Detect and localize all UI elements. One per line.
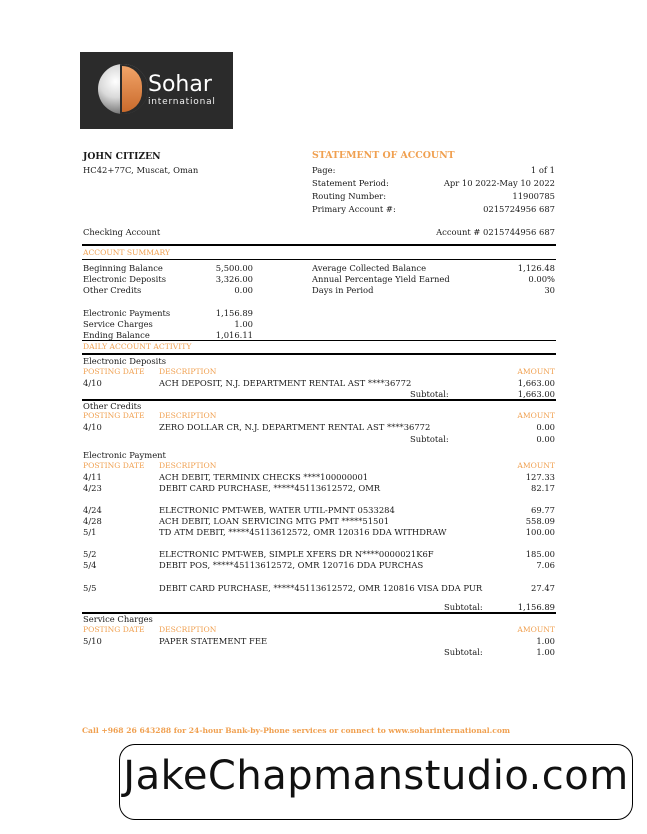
summary-value: 0.00% [528, 274, 555, 284]
row-date: 4/28 [83, 516, 102, 526]
row-date: 5/10 [83, 636, 102, 646]
row-description: DEBIT POS, *****45113612572, OMR 120716 DDA PURCHAS [159, 560, 424, 570]
row-date: 5/5 [83, 583, 97, 593]
brand-subtitle: international [148, 97, 216, 107]
row-amount: 127.33 [525, 472, 555, 482]
row-date: 4/10 [83, 378, 102, 388]
footer-contact: Call +968 26 643288 for 24-hour Bank-by-Phone services or connect to www.soharinternational.com [82, 726, 511, 735]
row-amount: 185.00 [525, 549, 555, 559]
row-description: DEBIT CARD PURCHASE, *****45113612572, OMR 120816 VISA DDA PUR [159, 583, 483, 593]
divider [82, 399, 556, 401]
row-amount: 27.47 [531, 583, 555, 593]
summary-value: 0.00 [234, 285, 253, 295]
summary-value: 1,016.11 [215, 330, 253, 340]
row-amount: 82.17 [531, 483, 555, 493]
daily-activity-title: DAILY ACCOUNT ACTIVITY [83, 342, 192, 351]
row-description: PAPER STATEMENT FEE [159, 636, 268, 646]
summary-label: Annual Percentage Yield Earned [312, 274, 450, 284]
section-title-electronic-deposits: Electronic Deposits [83, 356, 166, 366]
row-description: ZERO DOLLAR CR, N.J. DEPARTMENT RENTAL AST ****36772 [159, 422, 431, 432]
header-amount: AMOUNT [517, 411, 555, 420]
stmt-label-primary: Primary Account #: [312, 204, 396, 214]
section-title-other-credits: Other Credits [83, 401, 142, 411]
account-summary-title: ACCOUNT SUMMARY [83, 248, 170, 257]
summary-label: Electronic Deposits [83, 274, 166, 284]
header-posting-date: POSTING DATE [83, 411, 145, 420]
row-amount: 69.77 [531, 505, 555, 515]
bank-logo [80, 52, 233, 129]
row-date: 4/24 [83, 505, 102, 515]
stmt-label-period: Statement Period: [312, 178, 389, 188]
row-date: 5/1 [83, 527, 97, 537]
header-description: DESCRIPTION [159, 411, 217, 420]
header-posting-date: POSTING DATE [83, 625, 145, 634]
stmt-value-primary: 0215724956 687 [483, 204, 555, 214]
divider [82, 612, 556, 614]
section-title-electronic-payment: Electronic Payment [83, 450, 166, 460]
divider [82, 259, 556, 260]
row-amount: 7.06 [536, 560, 555, 570]
subtotal-value: 0.00 [536, 434, 555, 444]
section-title-service-charges: Service Charges [83, 614, 153, 624]
summary-label: Days in Period [312, 285, 374, 295]
row-date: 4/23 [83, 483, 102, 493]
summary-label: Beginning Balance [83, 263, 163, 273]
statement-title: STATEMENT OF ACCOUNT [312, 150, 455, 161]
row-amount: 558.09 [525, 516, 555, 526]
row-date: 4/11 [83, 472, 102, 482]
row-description: ACH DEBIT, LOAN SERVICING MTG PMT *****51501 [159, 516, 390, 526]
stmt-value-routing: 11900785 [512, 191, 555, 201]
row-amount: 0.00 [536, 422, 555, 432]
subtotal-label: Subtotal: [410, 389, 449, 399]
summary-label: Service Charges [83, 319, 153, 329]
subtotal-label: Subtotal: [444, 647, 483, 657]
row-description: DEBIT CARD PURCHASE, *****45113612572, OMR [159, 483, 381, 493]
header-amount: AMOUNT [517, 367, 555, 376]
account-type: Checking Account [83, 227, 161, 237]
stmt-label-routing: Routing Number: [312, 191, 387, 201]
summary-value: 3,326.00 [215, 274, 253, 284]
header-amount: AMOUNT [517, 625, 555, 634]
row-description: ELECTRONIC PMT-WEB, WATER UTIL-PMNT 0533284 [159, 505, 395, 515]
subtotal-value: 1,663.00 [517, 389, 555, 399]
header-description: DESCRIPTION [159, 367, 217, 376]
brand-name: Sohar [148, 72, 212, 97]
header-amount: AMOUNT [517, 461, 555, 470]
divider [82, 340, 556, 341]
row-date: 5/4 [83, 560, 97, 570]
row-date: 5/2 [83, 549, 97, 559]
row-date: 4/10 [83, 422, 102, 432]
subtotal-value: 1,156.89 [517, 602, 555, 612]
summary-value: 5,500.00 [215, 263, 253, 273]
summary-label: Ending Balance [83, 330, 150, 340]
stmt-value-period: Apr 10 2022-May 10 2022 [443, 178, 555, 188]
customer-address: HC42+77C, Muscat, Oman [83, 165, 199, 175]
row-amount: 1,663.00 [517, 378, 555, 388]
header-posting-date: POSTING DATE [83, 461, 145, 470]
subtotal-value: 1.00 [536, 647, 555, 657]
account-number: Account # 0215744956 687 [436, 227, 555, 237]
header-description: DESCRIPTION [159, 461, 217, 470]
subtotal-label: Subtotal: [410, 434, 449, 444]
row-amount: 1.00 [536, 636, 555, 646]
watermark-banner [119, 744, 633, 820]
summary-label: Other Credits [83, 285, 142, 295]
summary-value: 30 [544, 285, 555, 295]
logo-mark-icon [98, 64, 148, 114]
divider [82, 353, 556, 355]
watermark-text: JakeChapmanstudio.com [123, 753, 629, 799]
divider [82, 244, 556, 246]
stmt-label-page: Page: [312, 165, 336, 175]
row-description: ACH DEBIT, TERMINIX CHECKS ****100000001 [159, 472, 369, 482]
header-description: DESCRIPTION [159, 625, 217, 634]
customer-name: JOHN CITIZEN [83, 151, 161, 162]
summary-value: 1,126.48 [517, 263, 555, 273]
summary-label: Electronic Payments [83, 308, 171, 318]
summary-value: 1,156.89 [215, 308, 253, 318]
stmt-value-page: 1 of 1 [530, 165, 555, 175]
header-posting-date: POSTING DATE [83, 367, 145, 376]
row-description: TD ATM DEBIT, *****45113612572, OMR 120316 DDA WITHDRAW [159, 527, 447, 537]
summary-label: Average Collected Balance [312, 263, 427, 273]
subtotal-label: Subtotal: [444, 602, 483, 612]
row-description: ACH DEPOSIT, N.J. DEPARTMENT RENTAL AST ****36772 [159, 378, 412, 388]
row-description: ELECTRONIC PMT-WEB, SIMPLE XFERS DR N****0000021K6F [159, 549, 434, 559]
summary-value: 1.00 [234, 319, 253, 329]
row-amount: 100.00 [525, 527, 555, 537]
